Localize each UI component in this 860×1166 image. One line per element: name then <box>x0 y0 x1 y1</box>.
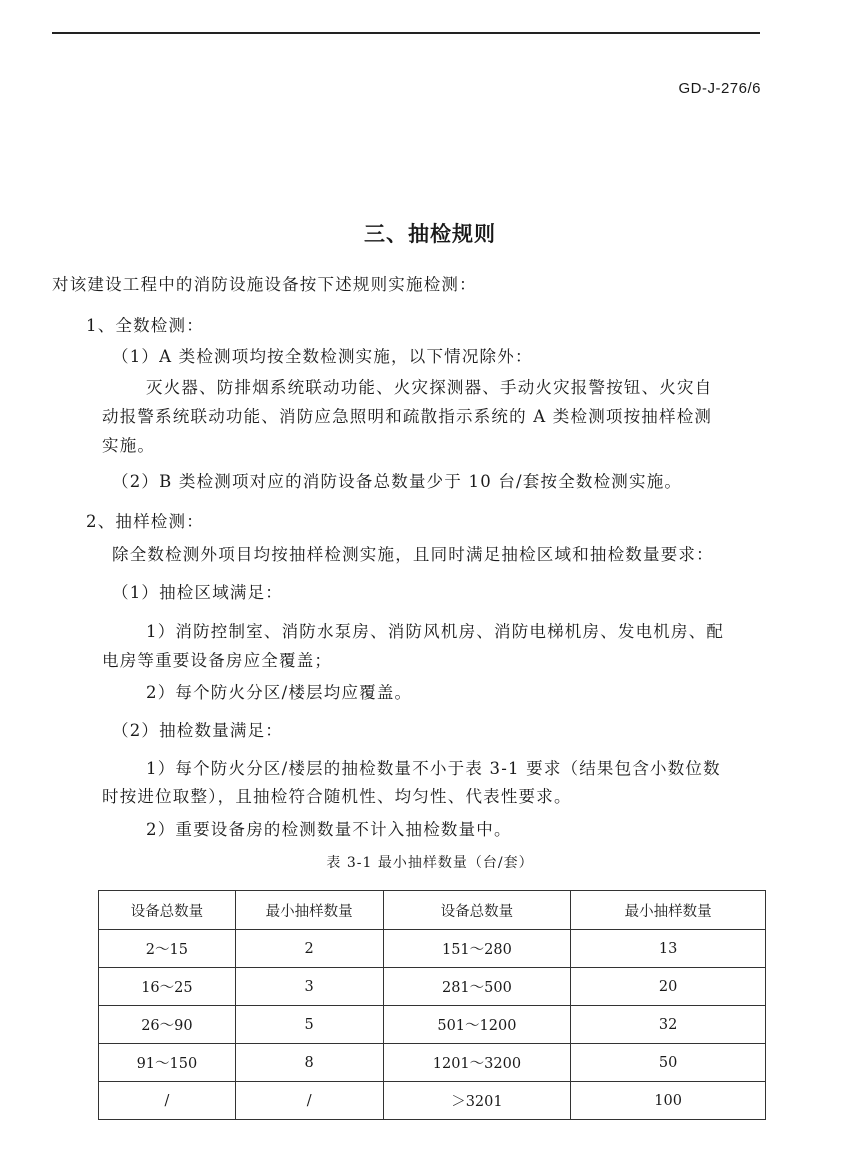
table-cell: / <box>99 1082 236 1120</box>
table-cell: 281～500 <box>383 968 571 1006</box>
header-cell: 设备总数量 <box>99 891 236 930</box>
table-row <box>99 930 766 968</box>
item2-sub2-p1-line2: 时按进位取整），且抽检符合随机性、均匀性、代表性要求。 <box>102 787 572 806</box>
table-row <box>99 968 766 1006</box>
table-caption: 表 3-1 最小抽样数量（台/套） <box>326 855 534 871</box>
item2-sub1-p2: 2）每个防火分区/楼层均应覆盖。 <box>146 683 413 702</box>
item2-sub2-p1-line1: 1）每个防火分区/楼层的抽检数量不小于表 3-1 要求（结果包含小数位数 <box>146 759 721 778</box>
header-cell: 最小抽样数量 <box>235 891 383 930</box>
item2-sub1: （1）抽检区域满足： <box>112 583 283 602</box>
table-cell: 1201～3200 <box>383 1044 571 1082</box>
header-cell: 最小抽样数量 <box>571 891 766 930</box>
item2-sub2-p2: 2）重要设备房的检测数量不计入抽检数量中。 <box>146 820 512 839</box>
table-cell: 151～280 <box>383 930 571 968</box>
table-cell: / <box>235 1082 383 1120</box>
table-row <box>99 1082 766 1120</box>
item1-title: 1、全数检测： <box>86 316 204 335</box>
item2-intro: 除全数检测外项目均按抽样检测实施，且同时满足抽检区域和抽检数量要求： <box>112 545 714 564</box>
item1-sub1: （1）A 类检测项均按全数检测实施，以下情况除外： <box>112 347 533 366</box>
table-cell: 100 <box>571 1082 766 1120</box>
section-title: 三、抽检规则 <box>364 222 496 246</box>
header-rule <box>52 32 760 34</box>
table-cell: 3 <box>235 968 383 1006</box>
document-code: GD-J-276/6 <box>678 80 761 97</box>
table-cell: 50 <box>571 1044 766 1082</box>
intro-paragraph: 对该建设工程中的消防设施设备按下述规则实施检测： <box>52 275 477 294</box>
table-cell: 13 <box>571 930 766 968</box>
header-cell: 设备总数量 <box>383 891 571 930</box>
item2-title: 2、抽样检测： <box>86 512 204 531</box>
table-cell: 2～15 <box>99 930 236 968</box>
table-header-row <box>99 891 766 930</box>
table-row <box>99 1006 766 1044</box>
table-cell: 26～90 <box>99 1006 236 1044</box>
table-cell: 20 <box>571 968 766 1006</box>
item1-sub1-detail-line3: 实施。 <box>102 436 156 455</box>
table-cell: 5 <box>235 1006 383 1044</box>
table-row <box>99 1044 766 1082</box>
item2-sub2: （2）抽检数量满足： <box>112 721 283 740</box>
table-cell: 8 <box>235 1044 383 1082</box>
sampling-table <box>98 890 766 1120</box>
table-cell: 32 <box>571 1006 766 1044</box>
table-cell: 2 <box>235 930 383 968</box>
item1-sub1-detail-line1: 灭火器、防排烟系统联动功能、火灾探测器、手动火灾报警按钮、火灾自 <box>146 378 713 397</box>
item1-sub2: （2）B 类检测项对应的消防设备总数量少于 10 台/套按全数检测实施。 <box>112 472 683 491</box>
table-cell: 91～150 <box>99 1044 236 1082</box>
table-cell: 501～1200 <box>383 1006 571 1044</box>
item1-sub1-detail-line2: 动报警系统联动功能、消防应急照明和疏散指示系统的 A 类检测项按抽样检测 <box>102 407 713 426</box>
item2-sub1-p1-line1: 1）消防控制室、消防水泵房、消防风机房、消防电梯机房、发电机房、配 <box>146 622 725 641</box>
item2-sub1-p1-line2: 电房等重要设备房应全覆盖； <box>102 651 333 670</box>
table-cell: ＞3201 <box>383 1082 571 1120</box>
table-cell: 16～25 <box>99 968 236 1006</box>
